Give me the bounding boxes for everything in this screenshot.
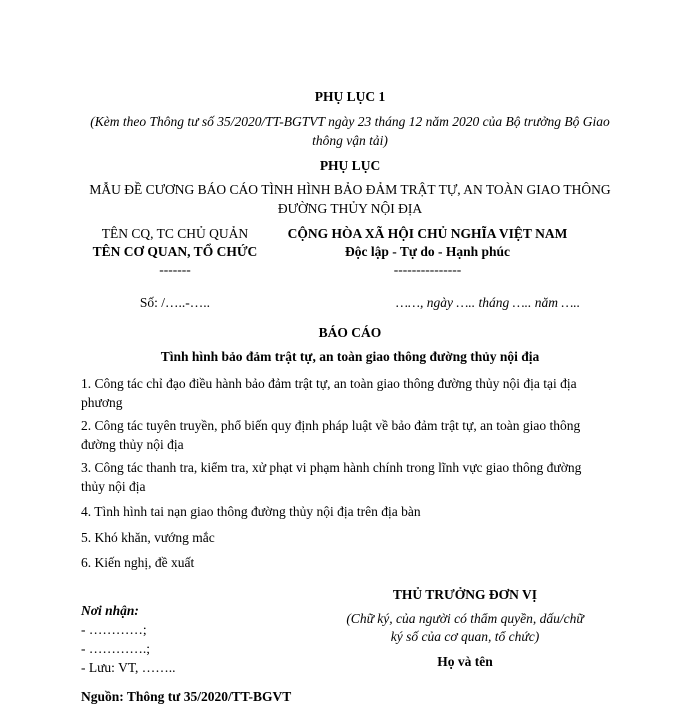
- template-title-line2: ĐƯỜNG THỦY NỘI ĐỊA: [277, 201, 423, 216]
- recipient-line-2: - ………….;: [81, 641, 150, 656]
- list-item-6: 6. Kiến nghị, đề xuất: [81, 555, 195, 570]
- signatory-name: Họ và tên: [437, 654, 493, 669]
- list-item-2: 2. Công tác tuyên truyền, phổ biến quy định pháp luật về bảo đảm trật tự, an toàn giao thông: [81, 418, 581, 433]
- recipient-line-archive: - Lưu: VT, ……..: [81, 660, 176, 675]
- signature-note-line1: (Chữ ký, của người có thẩm quyền, dấu/chữ: [346, 611, 584, 626]
- source-note: Nguồn: Thông tư 35/2020/TT-BGVT: [81, 689, 292, 704]
- right-header-divider: ---------------: [393, 262, 462, 277]
- list-item-1: 1. Công tác chỉ đạo điều hành bảo đảm trật tự, an toàn giao thông đường thủy nội địa tại địa: [81, 376, 577, 391]
- list-item-3: 3. Công tác thanh tra, kiểm tra, xử phạt vi phạm hành chính trong lĩnh vực giao thông đường: [81, 460, 582, 475]
- list-item-2-cont: đường thủy nội địa: [81, 437, 184, 452]
- recipients-label: Nơi nhận:: [81, 603, 139, 618]
- report-subtitle: Tình hình bảo đảm trật tự, an toàn giao thông đường thủy nội địa: [160, 349, 540, 364]
- issuing-authority-name: TÊN CQ, TC CHỦ QUẢN: [101, 226, 249, 241]
- list-item-5: 5. Khó khăn, vướng mắc: [81, 530, 215, 545]
- list-item-1-cont: phương: [81, 395, 123, 410]
- report-title: BÁO CÁO: [318, 325, 382, 340]
- list-item-4: 4. Tình hình tai nạn giao thông đường thủy nội địa trên địa bàn: [81, 504, 421, 519]
- template-title-line1: MẪU ĐỀ CƯƠNG BÁO CÁO TÌNH HÌNH BẢO ĐẢM TRẬT TỰ, AN TOÀN GIAO THÔNG: [89, 182, 611, 197]
- national-title: CỘNG HÒA XÃ HỘI CHỦ NGHĨA VIỆT NAM: [287, 226, 568, 241]
- appendix-note-line1: (Kèm theo Thông tư số 35/2020/TT-BGTVT ngày 23 tháng 12 năm 2020 của Bộ trưởng Bộ Giao: [90, 114, 610, 129]
- national-motto: Độc lập - Tự do - Hạnh phúc: [344, 244, 511, 259]
- recipient-line-1: - …………;: [81, 622, 147, 637]
- signature-note-line2: ký số của cơ quan, tổ chức): [390, 629, 540, 644]
- appendix-note-line2: thông vận tải): [312, 133, 388, 148]
- list-item-3-cont: thủy nội địa: [81, 479, 146, 494]
- left-header-divider: -------: [159, 262, 191, 277]
- signatory-title: THỦ TRƯỞNG ĐƠN VỊ: [392, 587, 538, 602]
- organization-name: TÊN CƠ QUAN, TỔ CHỨC: [92, 244, 258, 259]
- section-title: PHỤ LỤC: [319, 158, 381, 173]
- appendix-title: PHỤ LỤC 1: [314, 89, 386, 104]
- document-number: Số: /…..-…..: [139, 295, 211, 310]
- document-date: ……, ngày ….. tháng ….. năm …..: [396, 295, 581, 310]
